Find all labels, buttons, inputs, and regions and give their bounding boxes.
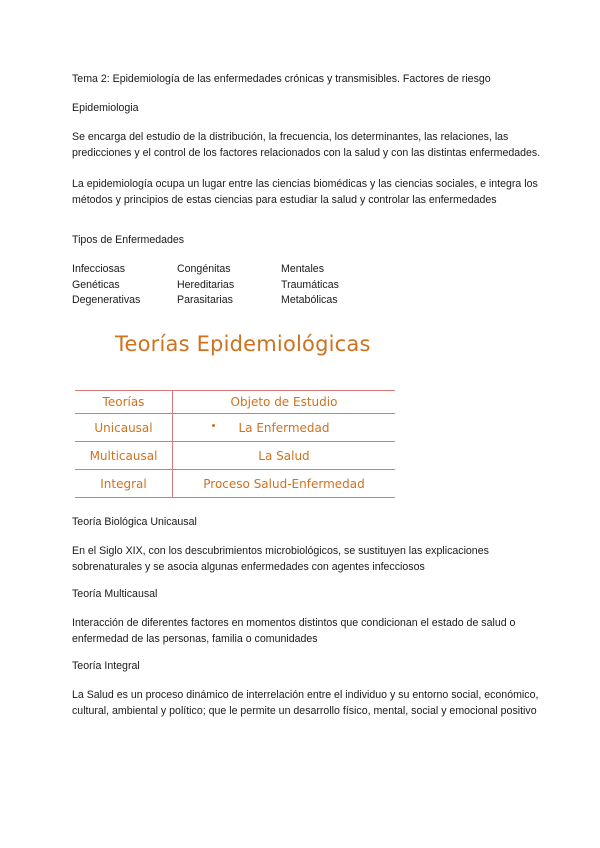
epidemiologia-paragraph-2: La epidemiología ocupa un lugar entre las ciencias biomédicas y las ciencias sociales, e integra los métodos y principios de estas ciencias para estudiar la salud y controlar las enfermedades bbox=[72, 178, 538, 206]
section-title-epidemiologia: Epidemiologia bbox=[72, 102, 139, 114]
section-paragraph: La Salud es un proceso dinámico de interrelación entre el individuo y su entorno social, económico, cultural, ambiental y político; que le permite un desarrollo físico, mental, social y emocional positivo bbox=[72, 689, 539, 717]
table-row bbox=[75, 442, 395, 470]
theories-table bbox=[75, 390, 395, 498]
disease-types-row bbox=[72, 293, 401, 309]
table-cell: Proceso Salud-Enfermedad bbox=[173, 470, 396, 498]
disease-types-row bbox=[72, 262, 401, 278]
disease-type: Metabólicas bbox=[281, 294, 338, 306]
figure-title: Teorías Epidemiológicas bbox=[115, 332, 371, 356]
table-row bbox=[75, 414, 395, 442]
document-heading: Tema 2: Epidemiología de las enfermedades crónicas y transmisibles. Factores de riesgo bbox=[72, 73, 491, 85]
table-cell: La Enfermedad bbox=[173, 414, 396, 442]
table-header-cell: Teorías bbox=[75, 391, 173, 414]
section-title: Teoría Multicausal bbox=[72, 588, 158, 600]
disease-type: Hereditarias bbox=[177, 278, 235, 291]
table-row bbox=[75, 470, 395, 498]
section-title: Teoría Biológica Unicausal bbox=[72, 516, 197, 528]
table-header-cell: Objeto de Estudio bbox=[173, 391, 396, 414]
table-cell: Multicausal bbox=[75, 442, 173, 470]
disease-types-list bbox=[72, 262, 401, 309]
table-cell: La Salud bbox=[173, 442, 396, 470]
disease-type: Congénitas bbox=[177, 263, 231, 275]
disease-type: Traumáticas bbox=[281, 278, 339, 291]
table-cell: Unicausal bbox=[75, 414, 173, 442]
section-title-tipos: Tipos de Enfermedades bbox=[72, 234, 185, 246]
epidemiologia-paragraph-1: Se encarga del estudio de la distribución, la frecuencia, los determinantes, las relaciones, las predicciones y el control de los factores relacionados con la salud y con las distintas enfermedades. bbox=[72, 131, 541, 159]
section-paragraph: Interacción de diferentes factores en momentos distintos que condicionan el estado de salud o enfermedad de las personas, familia o comunidades bbox=[72, 617, 516, 645]
disease-type: Parasitarias bbox=[177, 294, 233, 306]
section-title: Teoría Integral bbox=[72, 660, 140, 672]
section-paragraph: En el Siglo XIX, con los descubrimientos microbiológicos, se sustituyen las explicaciones sobrenaturales y se asocia algunas enfermedades con agentes infecciosos bbox=[72, 545, 489, 573]
disease-type: Degenerativas bbox=[72, 294, 141, 306]
table-cell: Integral bbox=[75, 470, 173, 498]
disease-type: Mentales bbox=[281, 263, 324, 275]
table-header-row bbox=[75, 391, 395, 414]
disease-types-row bbox=[72, 278, 401, 294]
stray-dot-mark bbox=[212, 424, 215, 427]
disease-type: Infecciosas bbox=[72, 263, 125, 275]
disease-type: Genéticas bbox=[72, 278, 120, 291]
